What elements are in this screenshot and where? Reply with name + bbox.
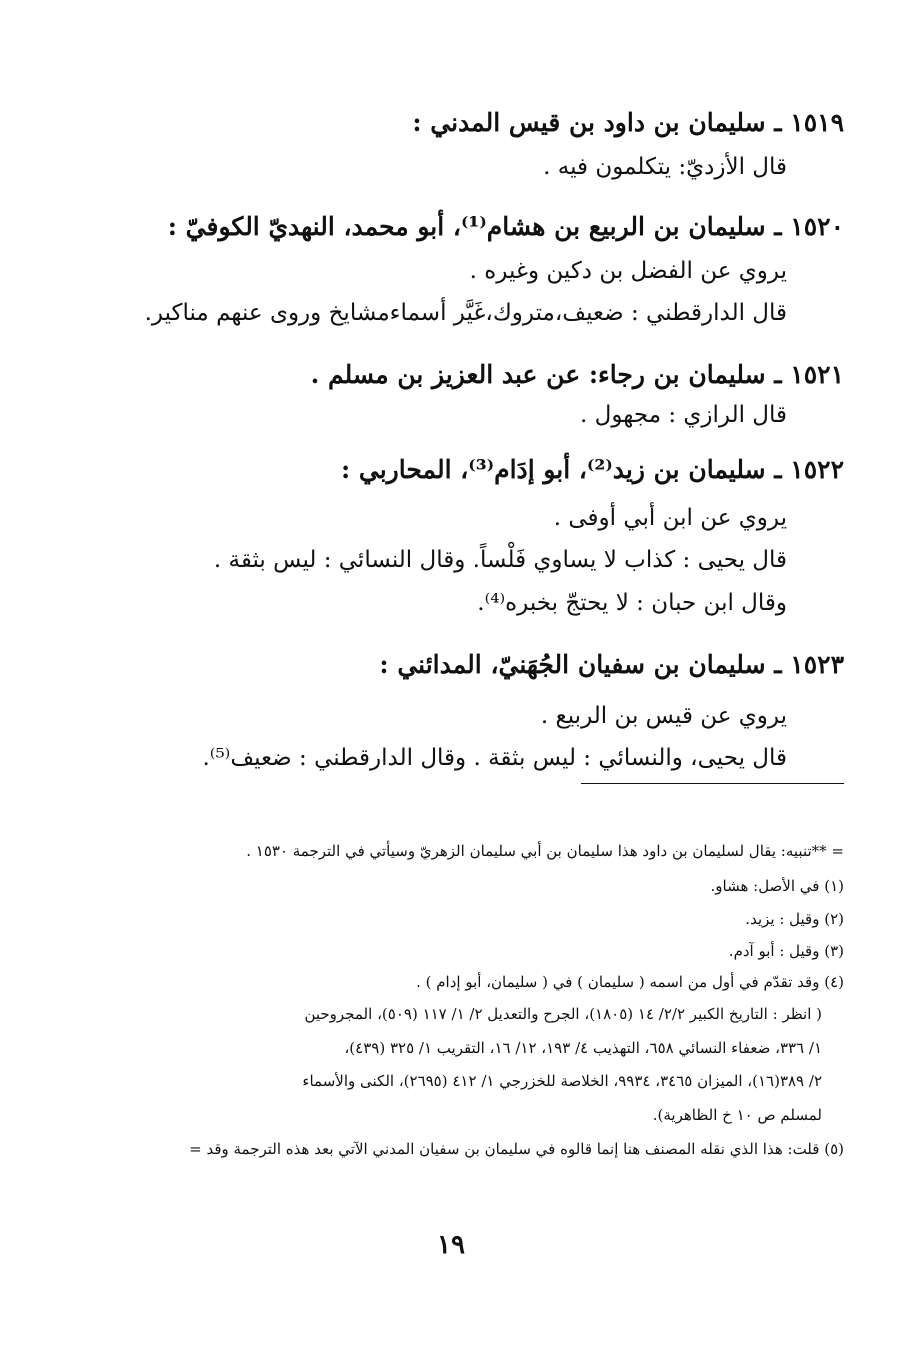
entry-1523-heading: ١٥٢٣ ـ سليمان بن سفيان الجُهَنيّ، المدائني : <box>379 650 844 679</box>
entry-1521-heading: ١٥٢١ ـ سليمان بن رجاء: عن عبد العزيز بن مسلم . <box>310 360 844 389</box>
entry-1522-line-1: يروي عن ابن أبي أوفى . <box>553 505 787 531</box>
entry-1523-line-1: يروي عن قيس بن الربيع . <box>540 703 787 729</box>
footnote-3: (٣) وقيل : أبو آدم. <box>728 942 844 960</box>
footnote-2: (٢) وقيل : يزيد. <box>745 910 844 928</box>
entry-1520-heading: ١٥٢٠ ـ سليمان بن الربيع بن هشام⁽¹⁾، أبو محمد، النهديّ الكوفيّ : <box>167 212 844 241</box>
entry-1523-line-2: قال يحيى، والنسائي : ليس بثقة . وقال الدارقطني : ضعيف⁽⁵⁾. <box>202 745 787 771</box>
entry-1522-line-2: قال يحيى : كذاب لا يساوي فَلْساً. وقال النسائي : ليس بثقة . <box>213 547 787 573</box>
footnote-separator <box>581 783 844 784</box>
footnote-4-refs-line-2: ١/ ٣٣٦، ضعفاء النسائي ٦٥٨، التهذيب ٤/ ١٩٣، ١٢/ ١٦، التقريب ١/ ٣٢٥ (٤٣٩)، <box>344 1039 822 1057</box>
footnote-4: (٤) وقد تقدّم في أول من اسمه ( سليمان ) في ( سليمان، أبو إدام ) . <box>416 973 844 991</box>
footnote-5: (٥) قلت: هذا الذي نقله المصنف هنا إنما قالوه في سليمان بن سفيان المدني الآتي بعد هذه الترجمة وقد = <box>189 1140 844 1158</box>
footnote-4-refs-line-4: لمسلم ص ١٠ خ الظاهرية). <box>652 1106 822 1124</box>
entry-1520-line-1: يروي عن الفضل بن دكين وغيره . <box>469 258 787 284</box>
entry-1521-line-1: قال الرازي : مجهول . <box>580 402 787 428</box>
footnote-1: (١) في الأصل: هشاو. <box>710 877 844 895</box>
entry-1520-line-2: قال الدارقطني : ضعيف،متروك،غَيَّر أسماءمشايخ وروى عنهم مناكير. <box>144 300 787 326</box>
page-number: ١٩ <box>437 1230 465 1260</box>
entry-1519-line-1: قال الأزديّ: يتكلمون فيه . <box>543 154 787 180</box>
entry-1522-line-3: وقال ابن حبان : لا يحتجّ بخبره⁽⁴⁾. <box>477 590 787 616</box>
footnote-continuation-note: = **تنبيه: يقال لسليمان بن داود هذا سليمان بن أبي سليمان الزهريّ وسيأتي في الترجمة ١٥٣٠ . <box>246 842 844 860</box>
footnote-4-refs-line-3: ٢/ ٣٨٩(١٦)، الميزان ٣٤٦٥، ٩٩٣٤، الخلاصة للخزرجي ١/ ٤١٢ (٢٦٩٥)، الكنى والأسماء <box>302 1072 822 1090</box>
footnote-4-refs-line-1: ( انظر : التاريخ الكبير ٢/٢/ ١٤ (١٨٠٥)، الجرح والتعديل ٢/ ١/ ١١٧ (٥٠٩)، المجروحين <box>304 1005 822 1023</box>
entry-1519-heading: ١٥١٩ ـ سليمان بن داود بن قيس المدني : <box>412 108 844 137</box>
entry-1522-heading: ١٥٢٢ ـ سليمان بن زيد⁽²⁾، أبو إدَام⁽³⁾، المحاربي : <box>340 455 844 484</box>
